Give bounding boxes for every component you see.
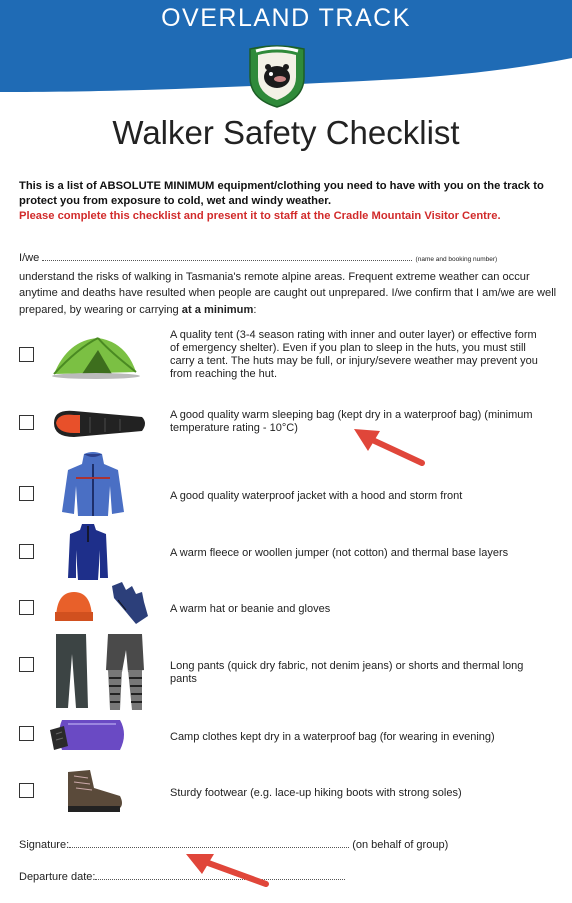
intro-line1-c: equipment/clothing you need to have with you on the track to protect you from exposure to cold, wet and windy weather. [19,180,544,207]
header-title: OVERLAND TRACK [161,4,411,32]
intro-line1-a: This is a list of [19,180,100,192]
sleeping-bag-icon [50,407,150,439]
pants-icon [50,632,150,712]
name-note: (name and booking number) [415,256,498,263]
annotation-arrow-signature [182,850,274,892]
item-text-tent: A quality tent (3-4 season rating with inner and outer layer) or effective form of emergency shelter). Even if you plan to sleep in the huts, you must still carry a tent. The huts may be full, or injury/severe weather may prevent you from reaching the hut. [170,329,538,380]
checkbox-tent[interactable] [19,347,34,362]
signature-note: (on behalf of group) [352,839,449,851]
declaration [19,250,559,318]
intro-instruction: Please complete this checklist and present it to staff at the Cradle Mountain Visitor Centre. [19,210,501,222]
signature-field[interactable] [69,838,349,848]
checkbox-fleece[interactable] [19,544,34,559]
departure-label: Departure date: [19,871,96,883]
annotation-arrow-sleeping-bag [350,425,430,471]
checkbox-sleeping-bag[interactable] [19,415,34,430]
checkbox-dry-bag[interactable] [19,726,34,741]
signature-label: Signature: [19,839,70,851]
declaration-emphasis: at a minimum [181,303,254,316]
item-text-hat-gloves: A warm hat or beanie and gloves [170,603,331,615]
item-text-fleece: A warm fleece or woollen jumper (not cotton) and thermal base layers [170,547,509,559]
checkbox-hat-gloves[interactable] [19,600,34,615]
item-text-jacket: A good quality waterproof jacket with a hood and storm front [170,490,463,502]
name-field[interactable] [42,251,412,261]
checkbox-jacket[interactable] [19,486,34,501]
intro-text [19,179,559,224]
tent-icon [48,332,140,380]
item-text-dry-bag: Camp clothes kept dry in a waterproof bag (for wearing in evening) [170,731,495,743]
page-title: Walker Safety Checklist [112,114,460,151]
intro-emphasis: ABSOLUTE MINIMUM [99,180,215,192]
tasmania-parks-logo [246,43,308,109]
declaration-body: understand the risks of walking in Tasmania's remote alpine areas. Frequent extreme weather can occur anytime and deaths have resulted when people are caught out unprepared. I/we confirm that I am/we are well prepared, by wearing or carrying [19,270,557,316]
declaration-prefix: I/we [19,252,40,264]
item-text-sleeping-bag: A good quality warm sleeping bag (kept dry in a waterproof bag) (minimum temperature rating - 10°C) [170,409,533,434]
boots-icon [62,766,126,814]
hat-gloves-icon [52,580,152,626]
checkbox-boots[interactable] [19,783,34,798]
item-text-boots: Sturdy footwear (e.g. lace-up hiking boots with strong soles) [170,787,462,799]
checkbox-pants[interactable] [19,657,34,672]
fleece-icon [66,520,110,582]
dry-bag-icon [46,716,130,754]
jacket-icon [60,450,126,518]
declaration-end: : [253,303,257,316]
item-text-pants: Long pants (quick dry fabric, not denim jeans) or shorts and thermal long pants [170,660,524,685]
